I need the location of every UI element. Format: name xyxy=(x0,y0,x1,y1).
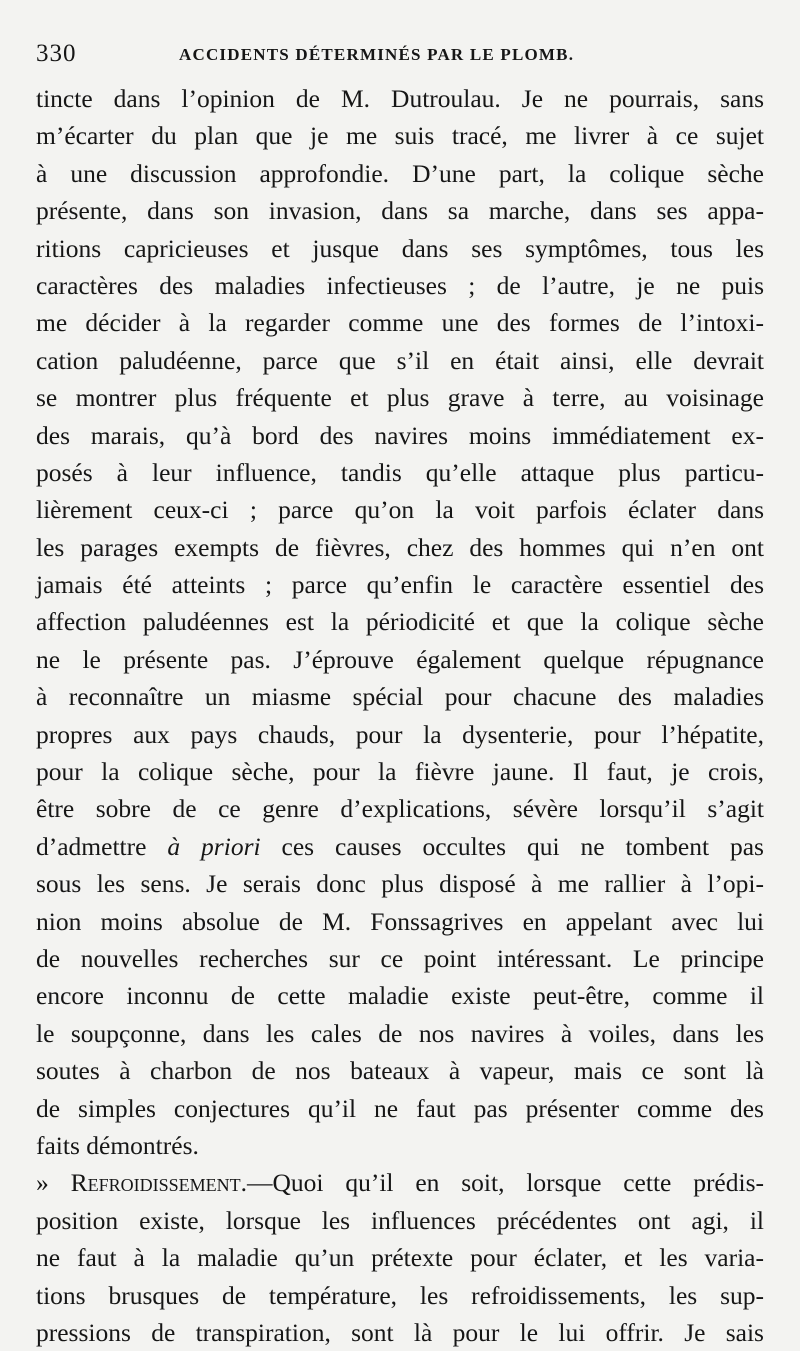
text-line xyxy=(36,1164,764,1201)
page-header xyxy=(34,36,766,72)
text-line: caractères des maladies infectieuses ; de l’autre, je ne puis xyxy=(36,270,764,300)
text-fragment: ces causes occultes qui ne tombent pas xyxy=(260,831,764,861)
text-line: pressions de transpiration, sont là pour le lui offrir. Je sais xyxy=(36,1317,764,1347)
italic-phrase: à priori xyxy=(167,831,261,861)
text-line: position existe, lorsque les influences précédentes ont agi, il xyxy=(36,1205,764,1235)
text-line: à une discussion approfondie. D’une part, la colique sèche xyxy=(36,158,764,188)
text-line: lièrement ceux-ci ; parce qu’on la voit parfois éclater dans xyxy=(36,495,764,525)
text-line: faits démontrés. xyxy=(36,1130,199,1160)
text-line: être sobre de ce genre d’explications, sévère lorsqu’il s’agit xyxy=(36,794,764,824)
text-line: de nouvelles recherches sur ce point intéressant. Le principe xyxy=(36,943,764,973)
text-line: m’écarter du plan que je me suis tracé, me livrer à ce sujet xyxy=(36,121,764,151)
text-line: me décider à la regarder comme une des formes de l’intoxi- xyxy=(36,308,764,338)
text-line: pour la colique sèche, pour la fièvre jaune. Il faut, je crois, xyxy=(36,757,764,787)
text-fragment: d’admettre xyxy=(36,831,168,861)
text-line: soutes à charbon de nos bateaux à vapeur, mais ce sont là xyxy=(36,1056,764,1086)
text-line: le soupçonne, dans les cales de nos navires à voiles, dans les xyxy=(36,1018,764,1048)
text-line: ne faut à la maladie qu’un prétexte pour éclater, et les varia- xyxy=(36,1243,764,1273)
text-line: encore inconnu de cette maladie existe peut-être, comme il xyxy=(36,981,764,1011)
text-line: tions brusques de température, les refroidissements, les sup- xyxy=(36,1280,764,1310)
text-line: propres aux pays chauds, pour la dysenterie, pour l’hépatite, xyxy=(36,719,764,749)
text-line: à reconnaître un miasme spécial pour chacune des maladies xyxy=(36,682,764,712)
text-line xyxy=(36,828,764,865)
text-line: cation paludéenne, parce que s’il en était ainsi, elle devrait xyxy=(36,345,764,375)
text-line: présente, dans son invasion, dans sa marche, dans ses appa- xyxy=(36,196,764,226)
running-title: ACCIDENTS DÉTERMINÉS PAR LE PLOMB. xyxy=(179,45,575,64)
text-line: affection paludéennes est la périodicité et que la colique sèche xyxy=(36,607,764,637)
text-line: se montrer plus fréquente et plus grave à terre, au voisinage xyxy=(36,383,764,413)
text-fragment: » xyxy=(36,1168,71,1198)
text-line: des marais, qu’à bord des navires moins immédiatement ex- xyxy=(36,420,764,450)
text-fragment: —Quoi qu’il en soit, lorsque cette prédis- xyxy=(247,1168,764,1198)
section-heading: Refroidissement. xyxy=(70,1168,247,1198)
text-line: ritions capricieuses et jusque dans ses symptômes, tous les xyxy=(36,233,764,263)
text-line: jamais été atteints ; parce qu’enfin le caractère essentiel des xyxy=(36,570,764,600)
body-text xyxy=(36,80,764,1351)
text-line: ne le présente pas. J’éprouve également quelque répugnance xyxy=(36,644,764,674)
text-line: sous les sens. Je serais donc plus disposé à me rallier à l’opi- xyxy=(36,869,764,899)
text-line: nion moins absolue de M. Fonssagrives en appelant avec lui xyxy=(36,906,764,936)
text-line: posés à leur influence, tandis qu’elle attaque plus particu- xyxy=(36,457,764,487)
page-number: 330 xyxy=(36,40,77,67)
text-line: de simples conjectures qu’il ne faut pas présenter comme des xyxy=(36,1093,764,1123)
text-line: les parages exempts de fièvres, chez des hommes qui n’en ont xyxy=(36,532,764,562)
text-line: tincte dans l’opinion de M. Dutroulau. Je ne pourrais, sans xyxy=(36,84,764,113)
